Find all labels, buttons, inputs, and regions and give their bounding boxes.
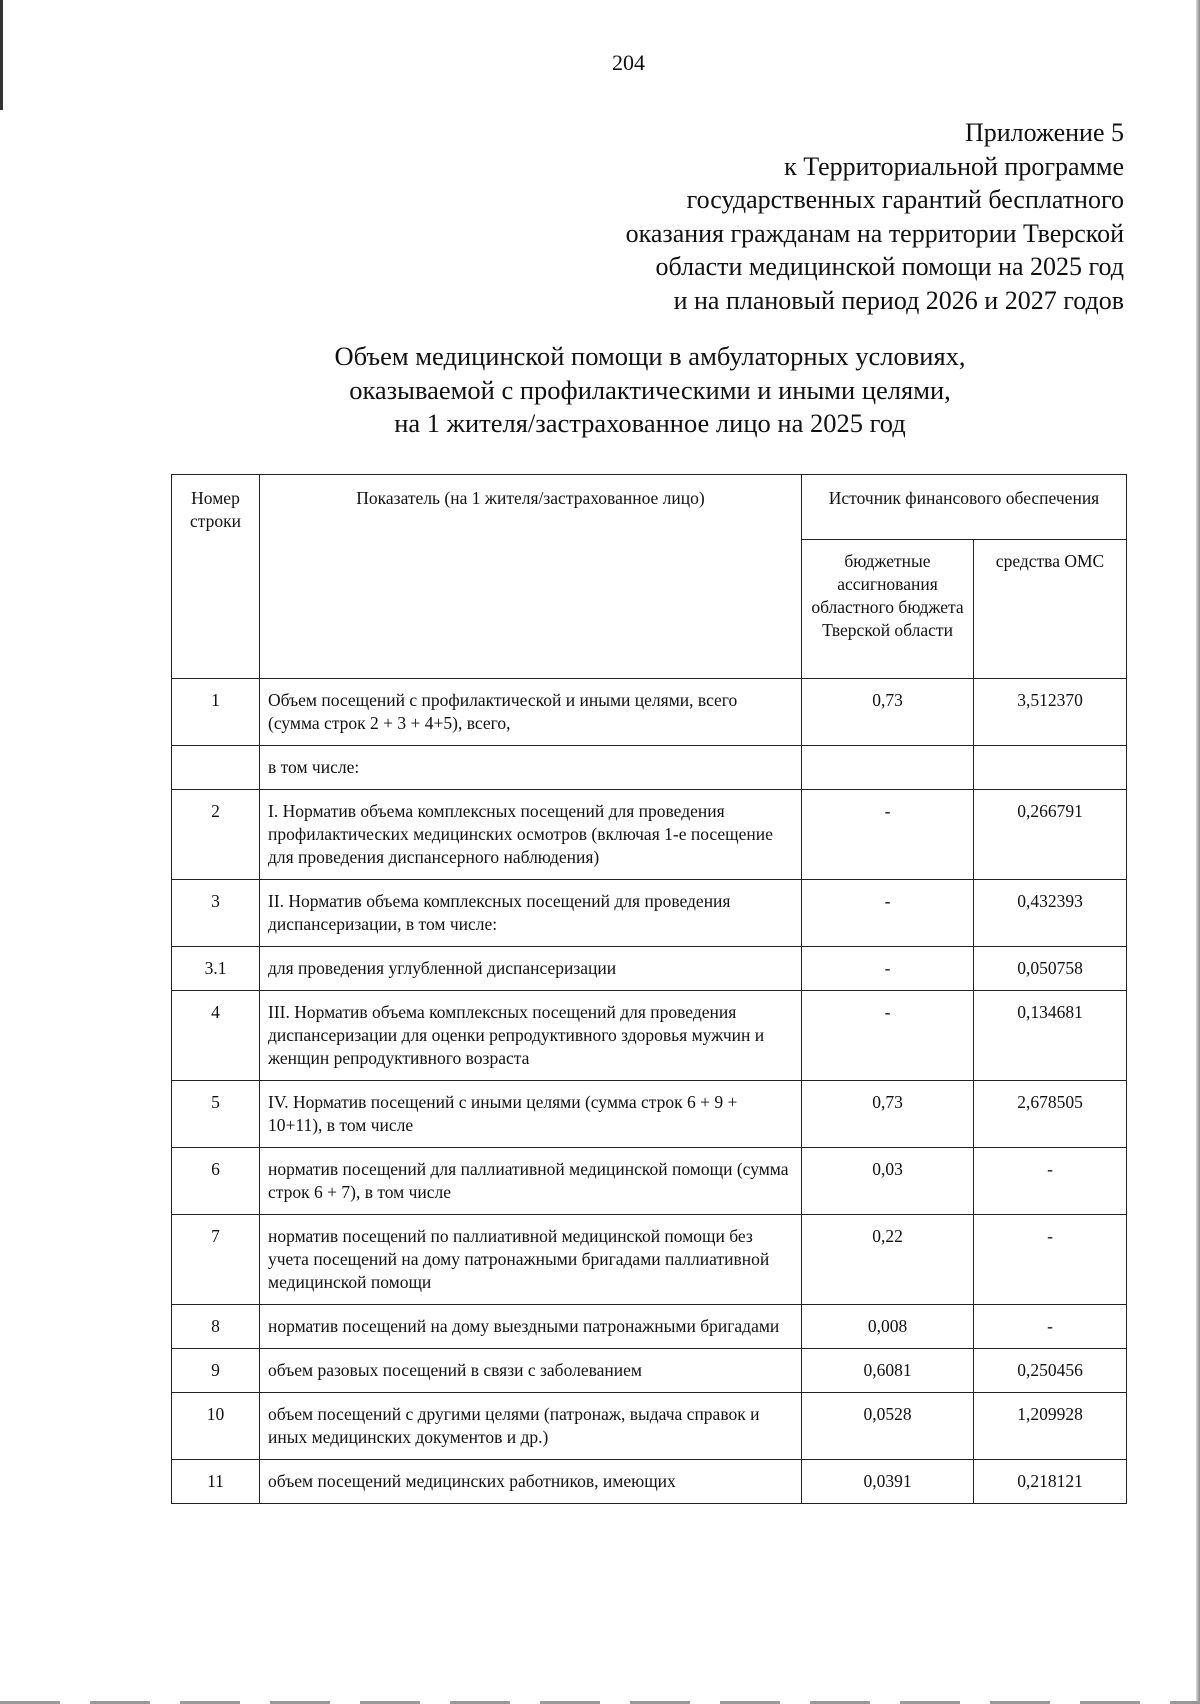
header-row-number: Номер строки — [172, 475, 260, 679]
budget-cell: 0,03 — [802, 1148, 974, 1215]
oms-cell: 2,678505 — [974, 1081, 1127, 1148]
appendix-line: области медицинской помощи на 2025 год — [655, 252, 1124, 281]
oms-cell: 0,250456 — [974, 1349, 1127, 1393]
indicator-cell: для проведения углубленной диспансеризации — [260, 947, 802, 991]
page-number: 204 — [612, 50, 645, 75]
title-line: на 1 жителя/застрахованное лицо на 2025 год — [394, 408, 906, 438]
budget-cell: 0,6081 — [802, 1349, 974, 1393]
row-number-cell: 8 — [172, 1305, 260, 1349]
row-number-cell: 6 — [172, 1148, 260, 1215]
indicator-cell: норматив посещений для паллиативной медицинской помощи (сумма строк 6 + 7), в том числе — [260, 1148, 802, 1215]
oms-cell: 0,432393 — [974, 880, 1127, 947]
table-row — [172, 679, 1127, 746]
row-number-cell: 2 — [172, 790, 260, 880]
table-row — [172, 991, 1127, 1081]
header-row — [172, 475, 1127, 540]
budget-cell: 0,008 — [802, 1305, 974, 1349]
indicator-cell: IV. Норматив посещений с иными целями (сумма строк 6 + 9 + 10+11), в том числе — [260, 1081, 802, 1148]
budget-cell: - — [802, 947, 974, 991]
header-source: Источник финансового обеспечения — [802, 475, 1127, 540]
budget-cell: 0,0528 — [802, 1393, 974, 1460]
header-indicator: Показатель (на 1 жителя/застрахованное лицо) — [260, 475, 802, 679]
appendix-line: и на плановый период 2026 и 2027 годов — [673, 285, 1124, 315]
table-row — [172, 880, 1127, 947]
oms-cell — [974, 746, 1127, 790]
table-row — [172, 1393, 1127, 1460]
indicator-cell: объем разовых посещений в связи с заболеванием — [260, 1349, 802, 1393]
scan-edge-left — [0, 0, 3, 110]
appendix-header — [626, 116, 1124, 317]
row-number-cell: 3 — [172, 880, 260, 947]
indicator-cell: Объем посещений с профилактической и иными целями, всего (сумма строк 2 + 3 + 4+5), всего, — [260, 679, 802, 746]
table-row — [172, 1215, 1127, 1305]
header-budget: бюджетные ассигнования областного бюджета Тверской области — [802, 540, 974, 679]
table-row — [172, 1349, 1127, 1393]
oms-cell: - — [974, 1215, 1127, 1305]
indicator-cell: в том числе: — [260, 746, 802, 790]
oms-cell: - — [974, 1305, 1127, 1349]
row-number-cell: 7 — [172, 1215, 260, 1305]
volume-table — [171, 474, 1127, 1504]
row-number-cell: 11 — [172, 1460, 260, 1504]
budget-cell — [802, 746, 974, 790]
budget-cell: - — [802, 790, 974, 880]
oms-cell: 0,050758 — [974, 947, 1127, 991]
indicator-cell: объем посещений с другими целями (патронаж, выдача справок и иных медицинских документов и др.) — [260, 1393, 802, 1460]
indicator-cell: норматив посещений на дому выездными патронажными бригадами — [260, 1305, 802, 1349]
appendix-line: оказания гражданам на территории Тверской — [625, 218, 1124, 248]
budget-cell: 0,73 — [802, 679, 974, 746]
table-row — [172, 947, 1127, 991]
budget-cell: - — [802, 991, 974, 1081]
row-number-cell: 4 — [172, 991, 260, 1081]
table-row — [172, 746, 1127, 790]
row-number-cell: 9 — [172, 1349, 260, 1393]
table-row — [172, 1148, 1127, 1215]
indicator-cell: II. Норматив объема комплексных посещений для проведения диспансеризации, в том числе: — [260, 880, 802, 947]
table-row — [172, 1460, 1127, 1504]
oms-cell: 1,209928 — [974, 1393, 1127, 1460]
scan-edge-right — [1196, 0, 1200, 1704]
row-number-cell: 5 — [172, 1081, 260, 1148]
oms-cell: 0,266791 — [974, 790, 1127, 880]
oms-cell: 0,218121 — [974, 1460, 1127, 1504]
row-number-cell: 10 — [172, 1393, 260, 1460]
table-row — [172, 1081, 1127, 1148]
row-number-cell — [172, 746, 260, 790]
indicator-cell: III. Норматив объема комплексных посещений для проведения диспансеризации для оценки репродуктивного здоровья мужчин и женщин репродуктивного возраста — [260, 991, 802, 1081]
document-title — [170, 340, 1130, 441]
indicator-cell: I. Норматив объема комплексных посещений для проведения профилактических медицинских осмотров (включая 1-е посещение для проведения диспансерного наблюдения) — [260, 790, 802, 880]
budget-cell: - — [802, 880, 974, 947]
title-line: оказываемой с профилактическими и иными целями, — [349, 374, 951, 405]
table-row — [172, 1305, 1127, 1349]
indicator-cell: норматив посещений по паллиативной медицинской помощи без учета посещений на дому патронажными бригадами паллиативной медицинской помощи — [260, 1215, 802, 1305]
appendix-line: к Территориальной программе — [784, 151, 1124, 181]
table-row — [172, 790, 1127, 880]
row-number-cell: 3.1 — [172, 947, 260, 991]
appendix-line: Приложение 5 — [964, 118, 1124, 147]
row-number-cell: 1 — [172, 679, 260, 746]
oms-cell: - — [974, 1148, 1127, 1215]
table-body — [172, 679, 1127, 1504]
oms-cell: 3,512370 — [974, 679, 1127, 746]
budget-cell: 0,73 — [802, 1081, 974, 1148]
budget-cell: 0,0391 — [802, 1460, 974, 1504]
indicator-cell: объем посещений медицинских работников, имеющих — [260, 1460, 802, 1504]
oms-cell: 0,134681 — [974, 991, 1127, 1081]
budget-cell: 0,22 — [802, 1215, 974, 1305]
appendix-line: государственных гарантий бесплатного — [686, 185, 1124, 214]
header-oms: средства ОМС — [974, 540, 1127, 679]
title-line: Объем медицинской помощи в амбулаторных условиях, — [334, 341, 966, 371]
